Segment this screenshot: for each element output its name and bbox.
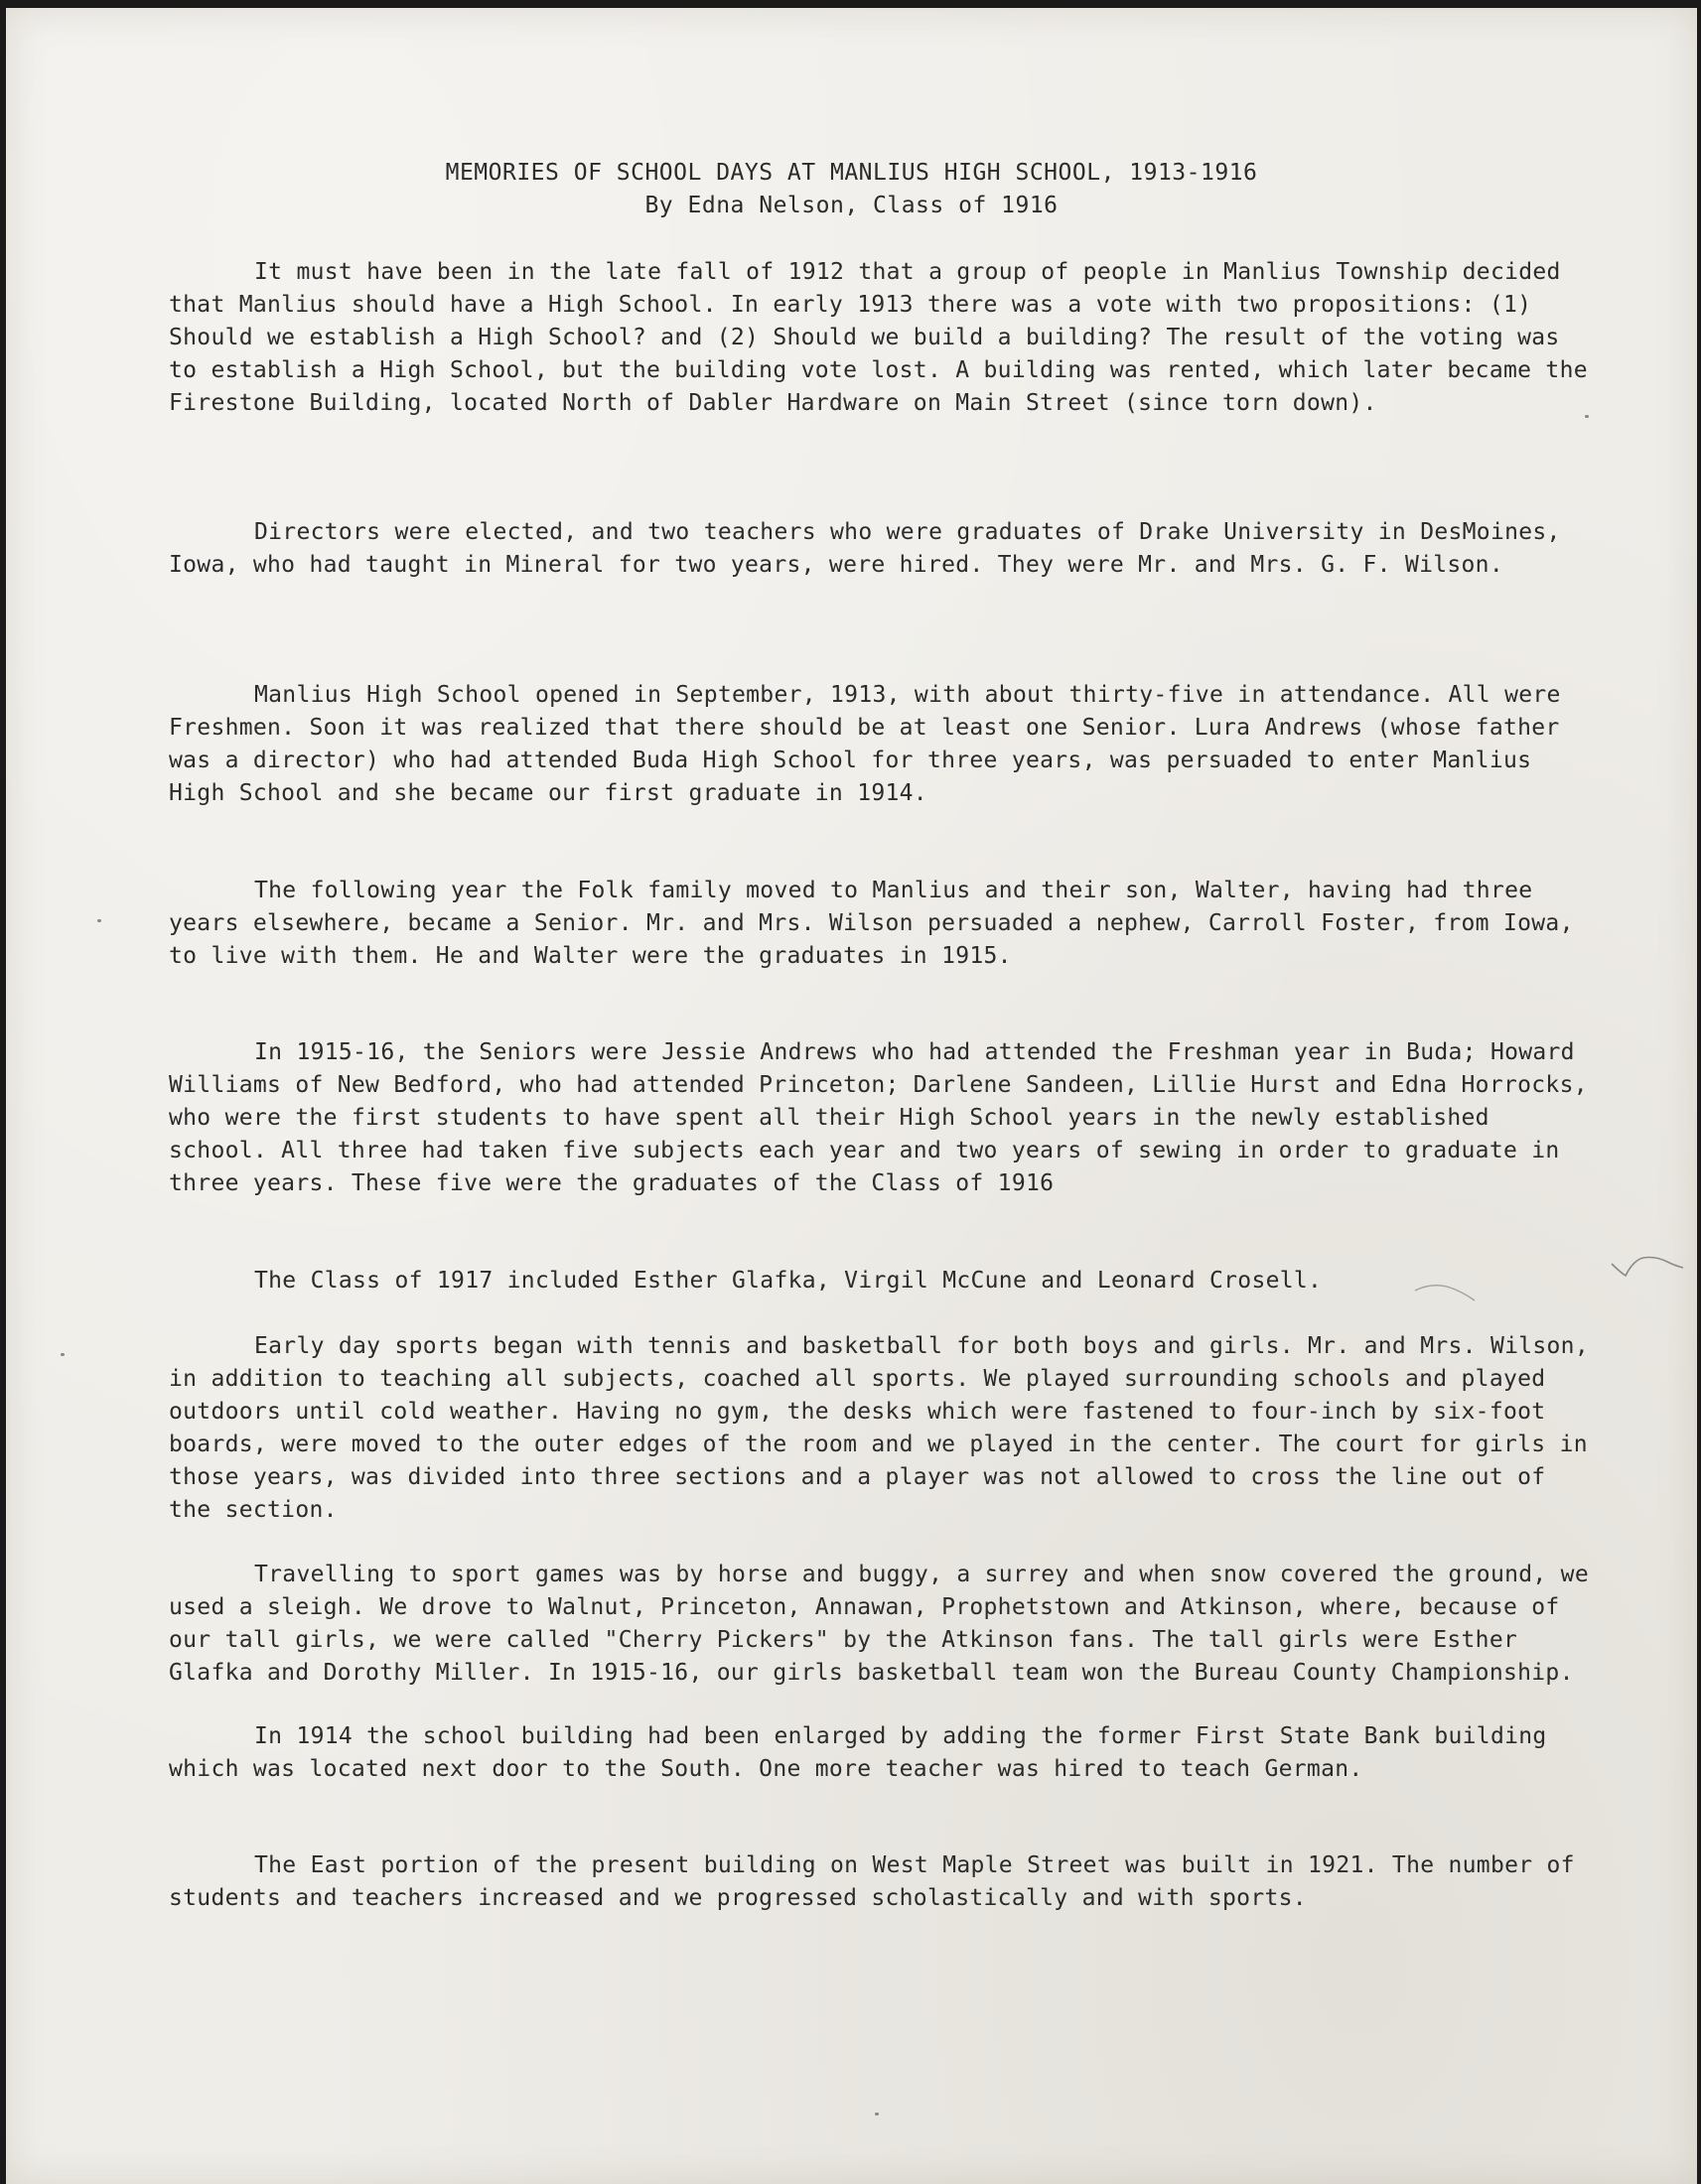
document-title: MEMORIES OF SCHOOL DAYS AT MANLIUS HIGH SCHOOL, 1913-1916 xyxy=(445,160,1258,186)
paragraph: In 1914 the school building had been enlarged by adding the former First State Bank building which was located next door to the South. One more teacher was hired to teach German. xyxy=(169,1723,1547,1782)
paragraph: The following year the Folk family moved to Manlius and their son, Walter, having had three years elsewhere, became a Senior. Mr. and Mrs. Wilson persuaded a nephew, Carroll Foster, from Iowa, to live with them. He and Walter were the graduates in 1915. xyxy=(169,878,1574,969)
typewritten-page xyxy=(6,8,1697,2184)
paragraph: Early day sports began with tennis and basketball for both boys and girls. Mr. and Mrs. Wilson, in addition to teaching all subjects, coached all sports. We played surrounding schools and played outdoors until cold weather. Having no gym, the desks which were fastened to four-inch by six-foot boards, were moved to the outer edges of the room and we played in the center. The court for girls in those years, was divided into three sections and a player was not allowed to cross the line out of the section. xyxy=(169,1333,1589,1523)
paper-speck xyxy=(875,2113,879,2116)
paragraph: The Class of 1917 included Esther Glafka, Virgil McCune and Leonard Crosell. xyxy=(254,1268,1323,1294)
document-byline: By Edna Nelson, Class of 1916 xyxy=(644,193,1059,218)
paragraph: Directors were elected, and two teachers who were graduates of Drake University in DesMoines, Iowa, who had taught in Mineral for two years, were hired. They were Mr. and Mrs. G. F. Wilson. xyxy=(169,519,1561,578)
paper-speck xyxy=(97,919,101,922)
paper-speck xyxy=(61,1353,65,1356)
paragraph: In 1915-16, the Seniors were Jessie Andrews who had attended the Freshman year in Buda; Howard Williams of New Bedford, who had attended Princeton; Darlene Sandeen, Lillie Hurst and Edna Horrocks, who were the first students to have spent all their High School years in the newly established school. All three had taken five subjects each year and two years of sewing in order to graduate in three years. These five were the graduates of the Class of 1916 xyxy=(169,1039,1588,1196)
pencil-scribble-icon xyxy=(1411,1279,1481,1308)
paragraph: Manlius High School opened in September, 1913, with about thirty-five in attendance. All were Freshmen. Soon it was realized that there should be at least one Senior. Lura Andrews (whose father was a director) who had attended Buda High School for three years, was persuaded to enter Manlius High School and she became our first graduate in 1914. xyxy=(169,682,1561,806)
paragraph: The East portion of the present building on West Maple Street was built in 1921. The number of students and teachers increased and we progressed scholastically and with sports. xyxy=(169,1852,1575,1911)
paper-speck xyxy=(1585,415,1589,418)
pencil-check-mark-icon xyxy=(1610,1246,1689,1286)
paragraph: It must have been in the late fall of 1912 that a group of people in Manlius Township decided that Manlius should have a High School. In early 1913 there was a vote with two propositions: (1) Should we establish a High School? and (2) Should we build a building? The result of the voting was to establish a High School, but the building vote lost. A building was rented, which later became the Firestone Building, located North of Dabler Hardware on Main Street (since torn down). xyxy=(169,259,1588,416)
paragraph: Travelling to sport games was by horse and buggy, a surrey and when snow covered the ground, we used a sleigh. We drove to Walnut, Princeton, Annawan, Prophetstown and Atkinson, where, because of our tall girls, we were called "Cherry Pickers" by the Atkinson fans. The tall girls were Esther Glafka and Dorothy Miller. In 1915-16, our girls basketball team won the Bureau County Championship. xyxy=(169,1562,1589,1686)
